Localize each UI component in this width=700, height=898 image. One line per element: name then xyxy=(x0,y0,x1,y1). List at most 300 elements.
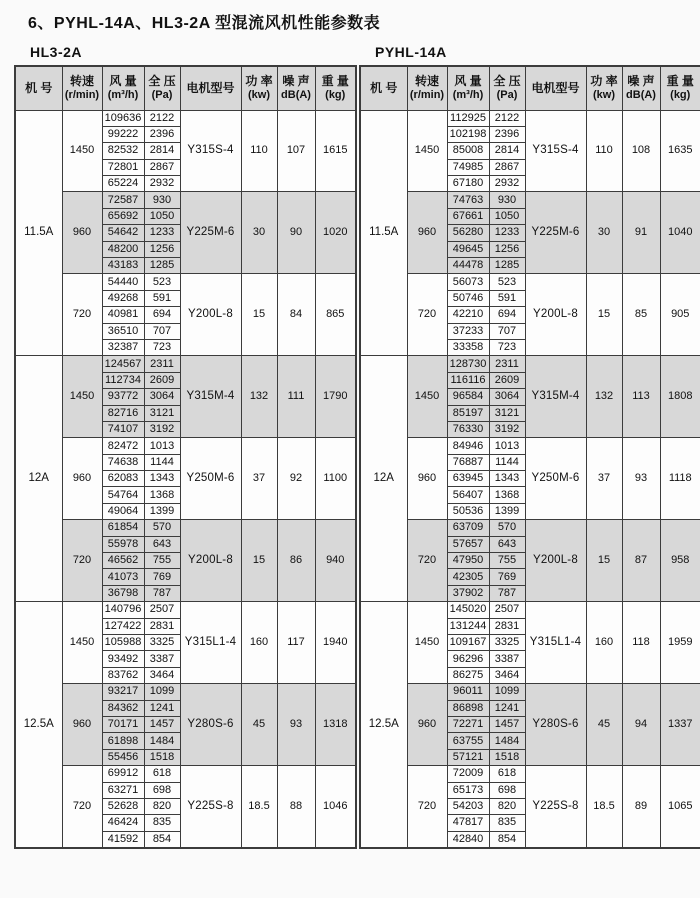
airflow-cell: 84946 xyxy=(447,438,489,454)
airflow-cell: 131244 xyxy=(447,618,489,634)
pressure-cell: 3325 xyxy=(144,635,180,651)
column-header: 转速 (r/min) xyxy=(62,66,102,110)
airflow-cell: 32387 xyxy=(102,339,144,355)
pressure-cell: 523 xyxy=(144,274,180,290)
airflow-cell: 124567 xyxy=(102,356,144,372)
noise-cell: 93 xyxy=(277,684,315,766)
pressure-cell: 2507 xyxy=(489,602,525,618)
airflow-cell: 49064 xyxy=(102,503,144,519)
weight-cell: 1615 xyxy=(315,110,356,192)
speed-cell: 960 xyxy=(62,684,102,766)
speed-cell: 1450 xyxy=(407,356,447,438)
airflow-cell: 46562 xyxy=(102,553,144,569)
airflow-cell: 112734 xyxy=(102,372,144,388)
motor-cell: Y225M-6 xyxy=(525,192,586,274)
noise-cell: 91 xyxy=(622,192,660,274)
airflow-cell: 56280 xyxy=(447,225,489,241)
airflow-cell: 42210 xyxy=(447,307,489,323)
power-cell: 160 xyxy=(241,602,277,684)
airflow-cell: 86898 xyxy=(447,700,489,716)
pressure-cell: 1343 xyxy=(489,471,525,487)
airflow-cell: 49645 xyxy=(447,241,489,257)
table-row xyxy=(15,438,356,454)
airflow-cell: 37233 xyxy=(447,323,489,339)
weight-cell: 1100 xyxy=(315,438,356,520)
pressure-cell: 698 xyxy=(144,782,180,798)
noise-cell: 87 xyxy=(622,520,660,602)
airflow-cell: 82532 xyxy=(102,143,144,159)
speed-cell: 960 xyxy=(407,684,447,766)
weight-cell: 1940 xyxy=(315,602,356,684)
airflow-cell: 42305 xyxy=(447,569,489,585)
table-row xyxy=(360,274,700,290)
pressure-cell: 769 xyxy=(489,569,525,585)
speed-cell: 960 xyxy=(62,192,102,274)
motor-cell: Y315L1-4 xyxy=(180,602,241,684)
pressure-cell: 1368 xyxy=(144,487,180,503)
column-header: 机 号 xyxy=(360,66,407,110)
pressure-cell: 2867 xyxy=(144,159,180,175)
pressure-cell: 755 xyxy=(489,553,525,569)
column-header: 噪 声 dB(A) xyxy=(622,66,660,110)
pressure-cell: 1241 xyxy=(144,700,180,716)
weight-cell: 958 xyxy=(660,520,700,602)
pressure-cell: 1013 xyxy=(144,438,180,454)
airflow-cell: 74638 xyxy=(102,454,144,470)
airflow-cell: 54203 xyxy=(447,798,489,814)
pressure-cell: 2932 xyxy=(144,176,180,192)
tables-row xyxy=(14,42,700,849)
pressure-cell: 2507 xyxy=(144,602,180,618)
speed-cell: 1450 xyxy=(407,110,447,192)
airflow-cell: 96296 xyxy=(447,651,489,667)
pressure-cell: 643 xyxy=(144,536,180,552)
table-row xyxy=(15,356,356,372)
table-row xyxy=(15,274,356,290)
weight-cell: 1020 xyxy=(315,192,356,274)
weight-cell: 865 xyxy=(315,274,356,356)
noise-cell: 85 xyxy=(622,274,660,356)
weight-cell: 1337 xyxy=(660,684,700,766)
pressure-cell: 1484 xyxy=(144,733,180,749)
pressure-cell: 723 xyxy=(489,339,525,355)
motor-cell: Y315S-4 xyxy=(525,110,586,192)
pressure-cell: 2814 xyxy=(144,143,180,159)
pressure-cell: 3325 xyxy=(489,635,525,651)
noise-cell: 111 xyxy=(277,356,315,438)
pressure-cell: 755 xyxy=(144,553,180,569)
airflow-cell: 63709 xyxy=(447,520,489,536)
airflow-cell: 41592 xyxy=(102,831,144,847)
airflow-cell: 54764 xyxy=(102,487,144,503)
pressure-cell: 1099 xyxy=(144,684,180,700)
column-header: 全 压 (Pa) xyxy=(489,66,525,110)
pressure-cell: 769 xyxy=(144,569,180,585)
column-header: 电机型号 xyxy=(180,66,241,110)
pressure-cell: 723 xyxy=(144,339,180,355)
column-header: 功 率 (kw) xyxy=(586,66,622,110)
pressure-cell: 930 xyxy=(489,192,525,208)
pressure-cell: 2814 xyxy=(489,143,525,159)
airflow-cell: 50746 xyxy=(447,290,489,306)
pressure-cell: 694 xyxy=(144,307,180,323)
pressure-cell: 1518 xyxy=(489,749,525,765)
airflow-cell: 99222 xyxy=(102,126,144,142)
airflow-cell: 44478 xyxy=(447,258,489,274)
noise-cell: 118 xyxy=(622,602,660,684)
airflow-cell: 128730 xyxy=(447,356,489,372)
airflow-cell: 57121 xyxy=(447,749,489,765)
airflow-cell: 105988 xyxy=(102,635,144,651)
model-cell: 12A xyxy=(15,356,62,602)
airflow-cell: 54642 xyxy=(102,225,144,241)
speed-cell: 1450 xyxy=(62,110,102,192)
pressure-cell: 1256 xyxy=(489,241,525,257)
airflow-cell: 65173 xyxy=(447,782,489,798)
column-header: 电机型号 xyxy=(525,66,586,110)
pressure-cell: 854 xyxy=(489,831,525,847)
airflow-cell: 40981 xyxy=(102,307,144,323)
airflow-cell: 47950 xyxy=(447,553,489,569)
page-title: 6、PYHL-14A、HL3-2A 型混流风机性能参数表 xyxy=(28,15,381,32)
power-cell: 37 xyxy=(586,438,622,520)
pressure-cell: 2831 xyxy=(144,618,180,634)
pressure-cell: 694 xyxy=(489,307,525,323)
pressure-cell: 2831 xyxy=(489,618,525,634)
motor-cell: Y225S-8 xyxy=(180,766,241,848)
pressure-cell: 820 xyxy=(489,798,525,814)
table-row xyxy=(15,110,356,126)
motor-cell: Y200L-8 xyxy=(525,274,586,356)
weight-cell: 1318 xyxy=(315,684,356,766)
pressure-cell: 1457 xyxy=(144,716,180,732)
airflow-cell: 116116 xyxy=(447,372,489,388)
power-cell: 160 xyxy=(586,602,622,684)
column-header: 噪 声 dB(A) xyxy=(277,66,315,110)
airflow-cell: 41073 xyxy=(102,569,144,585)
motor-cell: Y280S-6 xyxy=(180,684,241,766)
column-header: 转速 (r/min) xyxy=(407,66,447,110)
model-cell: 11.5A xyxy=(360,110,407,356)
power-cell: 30 xyxy=(241,192,277,274)
pressure-cell: 835 xyxy=(144,815,180,831)
pressure-cell: 3192 xyxy=(489,421,525,437)
pressure-cell: 2932 xyxy=(489,176,525,192)
airflow-cell: 74763 xyxy=(447,192,489,208)
airflow-cell: 61898 xyxy=(102,733,144,749)
column-header: 功 率 (kw) xyxy=(241,66,277,110)
airflow-cell: 67661 xyxy=(447,208,489,224)
pressure-cell: 2867 xyxy=(489,159,525,175)
pressure-cell: 1233 xyxy=(489,225,525,241)
column-header: 风 量 (m³/h) xyxy=(102,66,144,110)
pressure-cell: 1050 xyxy=(489,208,525,224)
airflow-cell: 65224 xyxy=(102,176,144,192)
airflow-cell: 47817 xyxy=(447,815,489,831)
weight-cell: 1118 xyxy=(660,438,700,520)
pressure-cell: 707 xyxy=(489,323,525,339)
spec-table-pyhl-14a xyxy=(359,65,700,849)
pressure-cell: 1241 xyxy=(489,700,525,716)
airflow-cell: 63271 xyxy=(102,782,144,798)
power-cell: 110 xyxy=(586,110,622,192)
table-row xyxy=(15,684,356,700)
pressure-cell: 1050 xyxy=(144,208,180,224)
pressure-cell: 1457 xyxy=(489,716,525,732)
motor-cell: Y225S-8 xyxy=(525,766,586,848)
pressure-cell: 854 xyxy=(144,831,180,847)
table-subtitle-hl3-2a: HL3-2A xyxy=(30,44,83,60)
model-cell: 12.5A xyxy=(15,602,62,848)
airflow-cell: 76330 xyxy=(447,421,489,437)
airflow-cell: 96011 xyxy=(447,684,489,700)
airflow-cell: 56073 xyxy=(447,274,489,290)
table-subtitle-pyhl-14a: PYHL-14A xyxy=(375,44,447,60)
table-row xyxy=(360,520,700,536)
pressure-cell: 1343 xyxy=(144,471,180,487)
airflow-cell: 70171 xyxy=(102,716,144,732)
pressure-cell: 707 xyxy=(144,323,180,339)
pressure-cell: 2311 xyxy=(144,356,180,372)
pressure-cell: 2396 xyxy=(144,126,180,142)
airflow-cell: 72009 xyxy=(447,766,489,782)
pressure-cell: 3387 xyxy=(144,651,180,667)
speed-cell: 960 xyxy=(407,438,447,520)
noise-cell: 88 xyxy=(277,766,315,848)
airflow-cell: 55978 xyxy=(102,536,144,552)
pressure-cell: 3464 xyxy=(489,667,525,683)
speed-cell: 720 xyxy=(407,520,447,602)
table-row xyxy=(360,438,700,454)
speed-cell: 1450 xyxy=(62,356,102,438)
noise-cell: 93 xyxy=(622,438,660,520)
power-cell: 18.5 xyxy=(586,766,622,848)
table-block-pyhl-14a xyxy=(359,42,700,849)
pressure-cell: 2396 xyxy=(489,126,525,142)
airflow-cell: 57657 xyxy=(447,536,489,552)
table-row xyxy=(360,110,700,126)
noise-cell: 84 xyxy=(277,274,315,356)
airflow-cell: 50536 xyxy=(447,503,489,519)
airflow-cell: 127422 xyxy=(102,618,144,634)
motor-cell: Y200L-8 xyxy=(180,520,241,602)
weight-cell: 905 xyxy=(660,274,700,356)
pressure-cell: 2122 xyxy=(144,110,180,126)
airflow-cell: 145020 xyxy=(447,602,489,618)
airflow-cell: 33358 xyxy=(447,339,489,355)
power-cell: 30 xyxy=(586,192,622,274)
airflow-cell: 76887 xyxy=(447,454,489,470)
pressure-cell: 3064 xyxy=(144,389,180,405)
pressure-cell: 2122 xyxy=(489,110,525,126)
pressure-cell: 1144 xyxy=(144,454,180,470)
airflow-cell: 43183 xyxy=(102,258,144,274)
power-cell: 18.5 xyxy=(241,766,277,848)
pressure-cell: 1484 xyxy=(489,733,525,749)
motor-cell: Y250M-6 xyxy=(180,438,241,520)
airflow-cell: 37902 xyxy=(447,585,489,601)
pressure-cell: 930 xyxy=(144,192,180,208)
pressure-cell: 2609 xyxy=(144,372,180,388)
column-header: 全 压 (Pa) xyxy=(144,66,180,110)
motor-cell: Y315L1-4 xyxy=(525,602,586,684)
airflow-cell: 72587 xyxy=(102,192,144,208)
pressure-cell: 523 xyxy=(489,274,525,290)
power-cell: 45 xyxy=(241,684,277,766)
airflow-cell: 93492 xyxy=(102,651,144,667)
airflow-cell: 55456 xyxy=(102,749,144,765)
airflow-cell: 102198 xyxy=(447,126,489,142)
pressure-cell: 698 xyxy=(489,782,525,798)
model-cell: 12A xyxy=(360,356,407,602)
airflow-cell: 86275 xyxy=(447,667,489,683)
column-header: 重 量 (kg) xyxy=(660,66,700,110)
airflow-cell: 56407 xyxy=(447,487,489,503)
pressure-cell: 643 xyxy=(489,536,525,552)
model-cell: 12.5A xyxy=(360,602,407,848)
weight-cell: 1790 xyxy=(315,356,356,438)
speed-cell: 720 xyxy=(62,520,102,602)
table-row xyxy=(360,684,700,700)
airflow-cell: 52628 xyxy=(102,798,144,814)
table-row xyxy=(360,766,700,782)
pressure-cell: 1285 xyxy=(489,258,525,274)
power-cell: 45 xyxy=(586,684,622,766)
airflow-cell: 82716 xyxy=(102,405,144,421)
airflow-cell: 96584 xyxy=(447,389,489,405)
pressure-cell: 1256 xyxy=(144,241,180,257)
airflow-cell: 63945 xyxy=(447,471,489,487)
power-cell: 110 xyxy=(241,110,277,192)
noise-cell: 117 xyxy=(277,602,315,684)
column-header: 重 量 (kg) xyxy=(315,66,356,110)
weight-cell: 1635 xyxy=(660,110,700,192)
speed-cell: 960 xyxy=(407,192,447,274)
airflow-cell: 65692 xyxy=(102,208,144,224)
table-block-hl3-2a xyxy=(14,42,355,849)
pressure-cell: 591 xyxy=(144,290,180,306)
pressure-cell: 1099 xyxy=(489,684,525,700)
pressure-cell: 1368 xyxy=(489,487,525,503)
pressure-cell: 835 xyxy=(489,815,525,831)
table-row xyxy=(360,356,700,372)
airflow-cell: 63755 xyxy=(447,733,489,749)
pressure-cell: 1144 xyxy=(489,454,525,470)
airflow-cell: 48200 xyxy=(102,241,144,257)
power-cell: 15 xyxy=(586,274,622,356)
speed-cell: 1450 xyxy=(407,602,447,684)
motor-cell: Y280S-6 xyxy=(525,684,586,766)
noise-cell: 90 xyxy=(277,192,315,274)
weight-cell: 1808 xyxy=(660,356,700,438)
noise-cell: 92 xyxy=(277,438,315,520)
table-row xyxy=(360,192,700,208)
airflow-cell: 93772 xyxy=(102,389,144,405)
airflow-cell: 36798 xyxy=(102,585,144,601)
speed-cell: 960 xyxy=(62,438,102,520)
pressure-cell: 618 xyxy=(489,766,525,782)
model-cell: 11.5A xyxy=(15,110,62,356)
power-cell: 132 xyxy=(241,356,277,438)
weight-cell: 1959 xyxy=(660,602,700,684)
weight-cell: 1040 xyxy=(660,192,700,274)
pressure-cell: 1399 xyxy=(489,503,525,519)
pressure-cell: 3387 xyxy=(489,651,525,667)
header-row xyxy=(360,66,700,110)
motor-cell: Y315S-4 xyxy=(180,110,241,192)
airflow-cell: 62083 xyxy=(102,471,144,487)
airflow-cell: 140796 xyxy=(102,602,144,618)
motor-cell: Y315M-4 xyxy=(180,356,241,438)
airflow-cell: 74985 xyxy=(447,159,489,175)
airflow-cell: 72271 xyxy=(447,716,489,732)
pressure-cell: 1518 xyxy=(144,749,180,765)
noise-cell: 113 xyxy=(622,356,660,438)
noise-cell: 89 xyxy=(622,766,660,848)
noise-cell: 86 xyxy=(277,520,315,602)
airflow-cell: 67180 xyxy=(447,176,489,192)
airflow-cell: 112925 xyxy=(447,110,489,126)
power-cell: 15 xyxy=(241,274,277,356)
pressure-cell: 2609 xyxy=(489,372,525,388)
pressure-cell: 3064 xyxy=(489,389,525,405)
table-row xyxy=(360,602,700,618)
motor-cell: Y225M-6 xyxy=(180,192,241,274)
airflow-cell: 72801 xyxy=(102,159,144,175)
speed-cell: 720 xyxy=(407,274,447,356)
speed-cell: 720 xyxy=(62,766,102,848)
pressure-cell: 618 xyxy=(144,766,180,782)
power-cell: 15 xyxy=(241,520,277,602)
pressure-cell: 591 xyxy=(489,290,525,306)
pressure-cell: 1399 xyxy=(144,503,180,519)
airflow-cell: 36510 xyxy=(102,323,144,339)
pressure-cell: 1285 xyxy=(144,258,180,274)
airflow-cell: 69912 xyxy=(102,766,144,782)
speed-cell: 1450 xyxy=(62,602,102,684)
noise-cell: 108 xyxy=(622,110,660,192)
pressure-cell: 820 xyxy=(144,798,180,814)
pressure-cell: 570 xyxy=(489,520,525,536)
table-row xyxy=(15,602,356,618)
speed-cell: 720 xyxy=(62,274,102,356)
airflow-cell: 83762 xyxy=(102,667,144,683)
speed-cell: 720 xyxy=(407,766,447,848)
pressure-cell: 570 xyxy=(144,520,180,536)
weight-cell: 1046 xyxy=(315,766,356,848)
column-header: 机 号 xyxy=(15,66,62,110)
airflow-cell: 46424 xyxy=(102,815,144,831)
pressure-cell: 2311 xyxy=(489,356,525,372)
pressure-cell: 1233 xyxy=(144,225,180,241)
table-row xyxy=(15,192,356,208)
airflow-cell: 109167 xyxy=(447,635,489,651)
airflow-cell: 74107 xyxy=(102,421,144,437)
power-cell: 132 xyxy=(586,356,622,438)
weight-cell: 940 xyxy=(315,520,356,602)
pressure-cell: 3464 xyxy=(144,667,180,683)
power-cell: 37 xyxy=(241,438,277,520)
weight-cell: 1065 xyxy=(660,766,700,848)
airflow-cell: 109636 xyxy=(102,110,144,126)
pressure-cell: 3192 xyxy=(144,421,180,437)
motor-cell: Y250M-6 xyxy=(525,438,586,520)
header-row xyxy=(15,66,356,110)
power-cell: 15 xyxy=(586,520,622,602)
spec-table-hl3-2a xyxy=(14,65,357,849)
airflow-cell: 61854 xyxy=(102,520,144,536)
pressure-cell: 3121 xyxy=(489,405,525,421)
